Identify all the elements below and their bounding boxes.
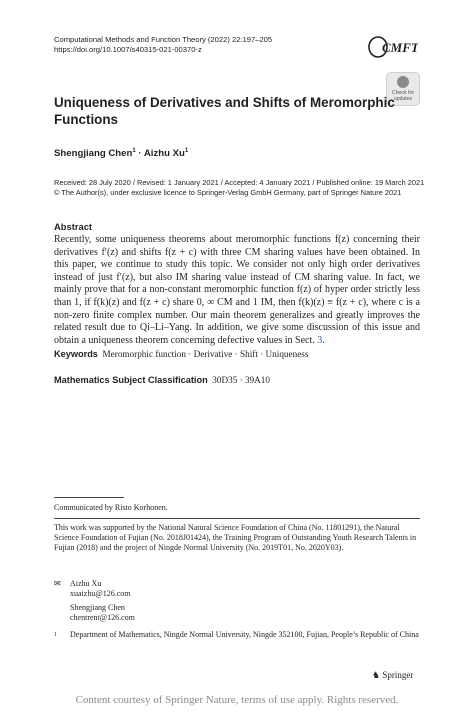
footer-notice: Content courtesy of Springer Nature, terms of use apply. Rights reserved. xyxy=(75,694,399,706)
keywords-text: Meromorphic function · Derivative · Shift · Uniqueness xyxy=(102,349,309,359)
envelope-icon: ✉ xyxy=(54,579,61,588)
update-badge-icon xyxy=(397,76,409,88)
author-name[interactable]: Shengjiang Chen xyxy=(54,148,133,160)
history-dates: Received: 28 July 2020 / Revised: 1 January 2021 / Accepted: 4 January 2021 / Published online: 19 March 2021 xyxy=(54,178,425,187)
cmft-logo-icon xyxy=(368,36,418,58)
journal-logo xyxy=(368,36,418,58)
communicated-by: Communicated by Risto Korhonen. xyxy=(54,503,168,512)
doi-link[interactable]: https://doi.org/10.1007/s40315-021-00370-z xyxy=(54,45,202,54)
author-separator: · xyxy=(135,148,144,160)
affiliation-marker: 1 xyxy=(184,148,189,154)
contact-email[interactable]: chentrent@126.com xyxy=(70,613,135,622)
publisher-name: Springer xyxy=(382,670,414,680)
journal-citation: Computational Methods and Function Theory (2022) 22:197–205 xyxy=(54,35,273,44)
abstract-text: Recently, some uniqueness theorems about meromorphic functions f(z) concerning their derivatives f′(z) and shifts f(z + c) with three CM sharing values have been obtained. In this paper, we continue to study this topic. We consider not only high order derivatives instead of just f′(z), but also IM sharing value instead of CM sharing value. In fact, we mainly prove that for a non-constant meromorphic function f(z) of hyper order strictly less than 1, if f(k)(z) and f(z + c) share 0, ∞ CM and 1 IM, then f(k)(z) ≡ f(z + c), where c is a non-zero finite complex number. Our main theorem generalizes and greatly improves the related result due to Qi–Li–Yang. In addition, we give some discussion of this issue and obtain a uniqueness theorem concerning defective values in Sect. xyxy=(54,234,420,346)
footnote-divider xyxy=(54,497,124,498)
footnote-divider xyxy=(54,518,420,519)
springer-horse-icon: ♞ xyxy=(372,670,381,680)
contact-name: Aizhu Xu xyxy=(70,579,102,588)
section-link[interactable]: 3 xyxy=(317,334,323,346)
paper-title: Uniqueness of Derivatives and Shifts of Meromorphic Functions xyxy=(54,95,395,127)
keywords-label: Keywords xyxy=(54,349,98,359)
publication-dates xyxy=(54,178,434,198)
affiliation-marker: 1 xyxy=(132,148,136,154)
author-name[interactable]: Aizhu Xu xyxy=(143,148,185,160)
check-for-updates-label: Check for updates xyxy=(391,90,415,102)
affiliation xyxy=(54,630,420,654)
keywords xyxy=(54,348,434,360)
affiliation-number: 1 xyxy=(54,632,57,638)
subject-classification xyxy=(54,375,270,385)
msc-text: 30D35 · 39A10 xyxy=(212,375,270,385)
logo-text: CMFT xyxy=(382,40,418,55)
abstract-body xyxy=(54,234,420,347)
contact-email[interactable]: xuaizhu@126.com xyxy=(70,589,131,598)
abstract-heading: Abstract xyxy=(54,221,93,232)
copyright-line: © The Author(s), under exclusive licence to Springer-Verlag GmbH Germany, part of Springer Nature 2021 xyxy=(54,188,402,197)
affiliation-text: Department of Mathematics, Ningde Normal University, Ningde 352100, Fujian, People’s Republic of China xyxy=(70,630,419,639)
publisher-logo xyxy=(372,670,413,681)
msc-label: Mathematics Subject Classification xyxy=(54,375,208,385)
contact-name: Shengjiang Chen xyxy=(70,603,125,612)
author-list xyxy=(54,148,188,159)
funding-note: This work was supported by the National Natural Science Foundation of China (No. 11801291), the Natural Science Foundation of Fujian (No. 2018J01424), the Training Program of Outstanding Youth Research Talents in Fujian (2018) and the project of Ningde Normal University (No. 2019T01, No. 2020Y03). xyxy=(54,523,417,553)
abstract-end: . xyxy=(322,334,325,346)
contact-info xyxy=(54,579,420,623)
